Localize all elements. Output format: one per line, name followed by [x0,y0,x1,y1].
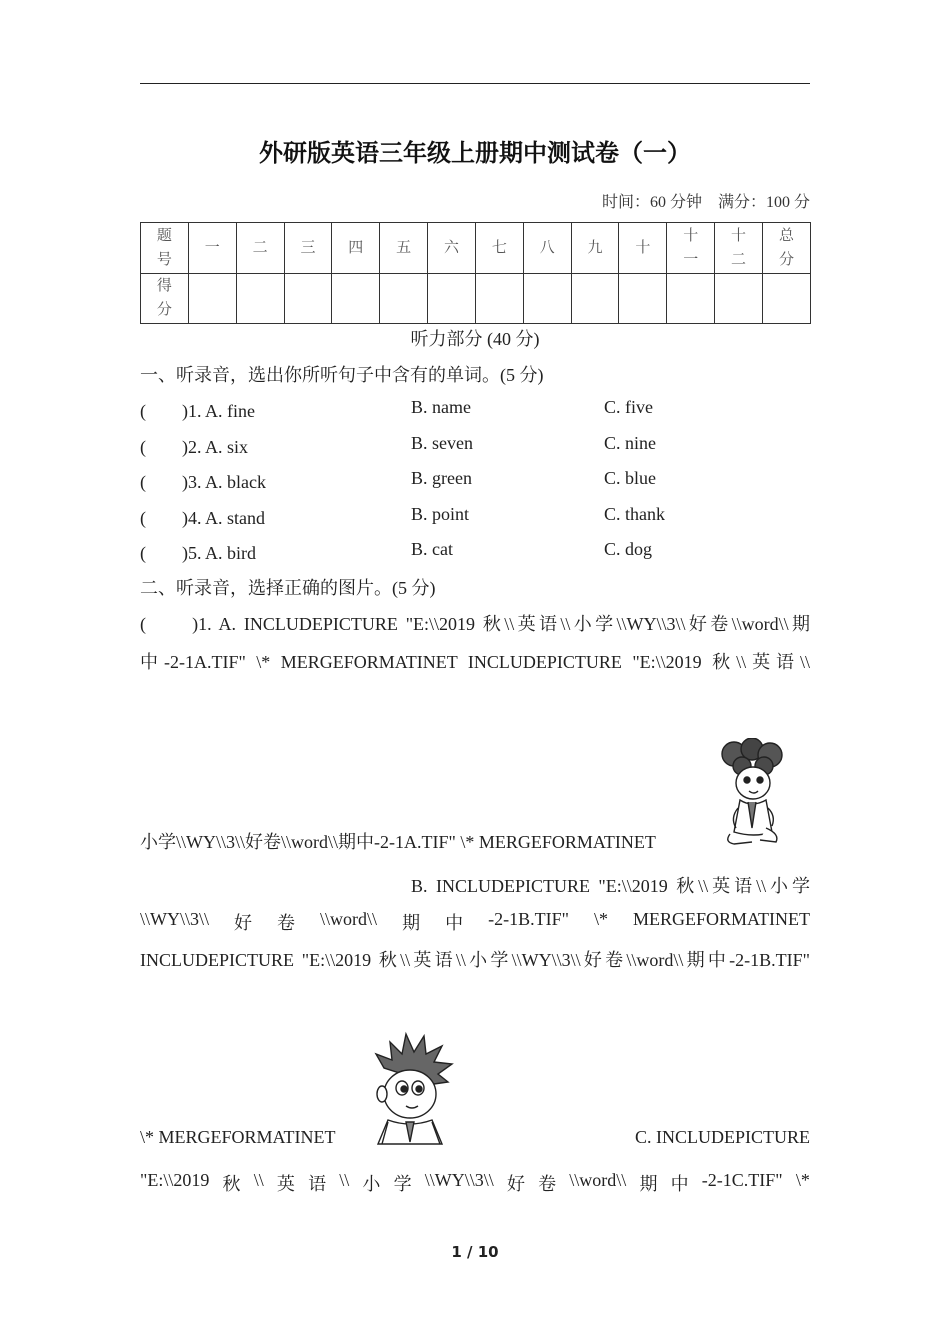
score-cell [284,273,332,324]
q2-line-8-part: \\word\\ [569,1170,627,1190]
girl-cartoon-image [720,738,792,850]
q2-line-8-part: 卷 [538,1174,557,1194]
q2-line-6-text: INCLUDEPICTURE "E:\\2019 秋\\英语\\小学\\WY\\3\\好卷\\word\\期中-2-1B.TIF" [140,950,810,970]
q2-line-5-part: -2-1B.TIF" [488,909,569,929]
q1-item-1-c: C. five [604,397,653,417]
q1-item-4-a: ( )4. A. stand [140,508,265,528]
q2-line-5-part: \* [593,909,608,929]
score-col-7: 七 [475,223,523,274]
q2-line-8-part: \* [795,1170,810,1190]
score-cell [715,273,763,324]
score-col-9: 九 [571,223,619,274]
page-number: 1 / 10 [451,1243,499,1261]
listening-section-heading: 听力部分 (40 分) [410,329,540,349]
q2-line-8-part: \\ [253,1170,264,1190]
q2-line-5-part: MERGEFORMATINET [632,909,810,929]
score-col-8: 八 [523,223,571,274]
score-col-1: 一 [188,223,236,274]
q1-item-3-c: C. blue [604,468,656,488]
q1-item-1-b: B. name [411,397,471,417]
q2-line-8 [140,1170,810,1196]
q1-item-2-b: B. seven [411,433,473,453]
q2-line-5-part: 卷 [277,913,296,933]
q1-item-3-a: ( )3. A. black [140,472,266,492]
q1-item-5-c: C. dog [604,539,653,559]
score-table [140,222,811,324]
time-score-info: 时间：60 分钟 满分：100 分 [601,194,810,211]
q1-item-2-c: C. nine [604,433,656,453]
score-cell [236,273,284,324]
score-cell [428,273,476,324]
q2-line-5-part: \\word\\ [320,909,378,929]
q2-line-2 [140,648,810,674]
q2-line-8-part: 期 [639,1174,658,1194]
q1-item-5-a: ( )5. A. bird [140,543,256,563]
score-cell [380,273,428,324]
score-cell [332,273,380,324]
score-col-10: 十 [619,223,667,274]
score-cell [188,273,236,324]
q2-line-8-part: 秋 [222,1174,241,1194]
score-col-total: 总 分 [762,223,810,274]
score-col-5: 五 [380,223,428,274]
q2-line-8-part: 中 [670,1174,689,1194]
score-col-11: 十 一 [667,223,715,274]
q2-line-2-text: 中-2-1A.TIF" \* MERGEFORMATINET INCLUDEPICTURE "E:\\2019 秋\\英语\\ [140,652,810,672]
page-title: 外研版英语三年级上册期中测试卷（一） [259,139,691,167]
score-cell [667,273,715,324]
q1-item-2-a: ( )2. A. six [140,437,248,457]
q2-line-5-part: 期 [402,913,421,933]
q2-line-8-part: 好 [506,1174,525,1194]
q1-item-3-b: B. green [411,468,472,488]
q2-line-5-part: 好 [234,913,253,933]
question-number-label: 题 号 [141,223,189,274]
q2-line-8-part: 小 [362,1174,381,1194]
score-col-3: 三 [284,223,332,274]
q2-line-8-part: "E:\\2019 [140,1170,210,1190]
q2-line-5 [140,909,810,935]
q2-line-1-text: ( )1. A. INCLUDEPICTURE "E:\\2019 秋\\英语\\小学\\WY\\3\\好卷\\word\\期 [140,614,810,634]
q2-line-7b: C. INCLUDEPICTURE [635,1127,810,1147]
score-col-2: 二 [236,223,284,274]
q2-line-8-part: 语 [308,1174,327,1194]
score-cell [523,273,571,324]
q2-line-5-part: \\WY\\3\\ [140,909,209,929]
q2-line-7a: \* MERGEFORMATINET [140,1127,336,1147]
score-cell [619,273,667,324]
q1-item-4-c: C. thank [604,504,665,524]
score-cell [762,273,810,324]
q1-item-4-b: B. point [411,504,470,524]
score-table-score-row [141,273,811,324]
q2-line-8-part: \\WY\\3\\ [424,1170,494,1190]
q2-heading: 二、听录音，选择正确的图片。(5 分) [140,578,436,598]
q2-line-8-part: 学 [393,1174,412,1194]
q2-line-5-part: 中 [445,913,464,933]
header-rule [140,83,810,84]
score-col-6: 六 [428,223,476,274]
score-cell [475,273,523,324]
q2-line-6 [140,946,810,972]
score-label: 得 分 [141,273,189,324]
q2-line-8-part: \\ [339,1170,350,1190]
q2-line-3: 小学\\WY\\3\\好卷\\word\\期中-2-1A.TIF" \* MERGEFORMATINET [140,832,656,852]
q2-line-4-text: B. INCLUDEPICTURE "E:\\2019 秋\\英语\\小学 [411,876,810,896]
q1-item-5-b: B. cat [411,539,453,559]
q2-line-8-part: -2-1C.TIF" [701,1170,783,1190]
q2-line-8-part: 英 [276,1174,295,1194]
score-col-12: 十 二 [715,223,763,274]
score-table-header-row [141,223,811,274]
q1-item-1-a: ( )1. A. fine [140,401,255,421]
q2-line-1 [140,610,810,636]
boy-cartoon-image [366,1030,462,1146]
q2-line-4 [411,872,810,898]
score-cell [571,273,619,324]
q1-heading: 一、听录音，选出你所听句子中含有的单词。(5 分) [140,365,544,385]
score-col-4: 四 [332,223,380,274]
